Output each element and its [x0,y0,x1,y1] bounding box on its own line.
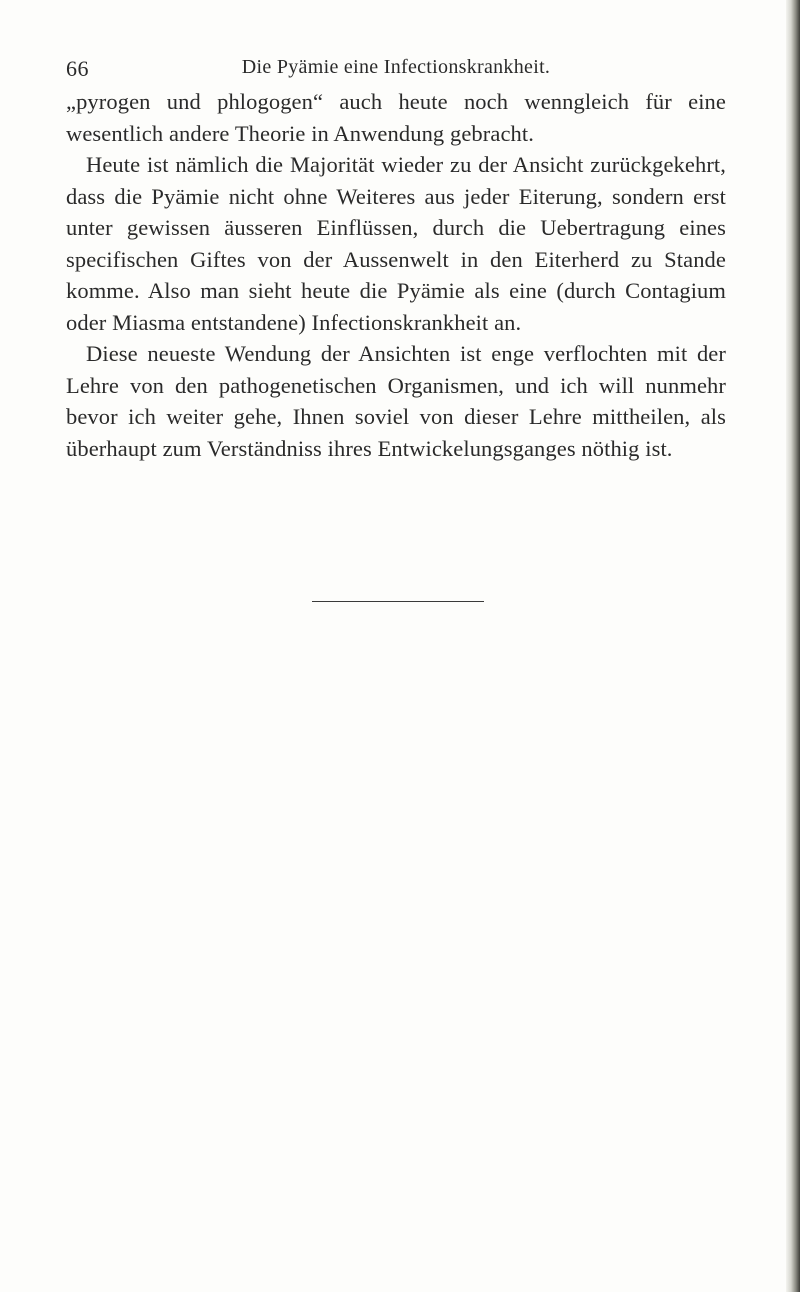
paragraph-majority-view: Heute ist nämlich die Majorität wieder zu der Ansicht zurückgekehrt, dass die Pyämie nicht ohne Weiteres aus jeder Eiterung, sondern erst unter gewissen äusseren Einflüssen, durch die Uebertragung eines specifischen Giftes von der Aussenwelt in den Eiterherd zu Stande komme. Also man sieht heute die Pyämie als eine (durch Contagium oder Miasma entstandene) Infectionskrankheit an. [66,152,726,335]
page-number: 66 [66,56,89,81]
page-header [66,56,726,86]
body-text [66,86,726,464]
paragraph-new-direction: Diese neueste Wendung der Ansichten ist enge verflochten mit der Lehre von den pathogenetischen Organismen, und ich will nunmehr bevor ich weiter gehe, Ihnen soviel von dieser Lehre mittheilen, als überhaupt zum Verständniss ihres Entwickelungsganges nöthig ist. [66,341,726,461]
section-divider-rule [312,601,484,602]
page-edge-shadow [786,0,800,1292]
paragraph-continuation: „pyrogen und phlogogen“ auch heute noch wenngleich für eine wesentlich andere Theorie in Anwendung gebracht. [66,89,726,146]
running-title: Die Pyämie eine Infectionskrankheit. [241,56,551,78]
